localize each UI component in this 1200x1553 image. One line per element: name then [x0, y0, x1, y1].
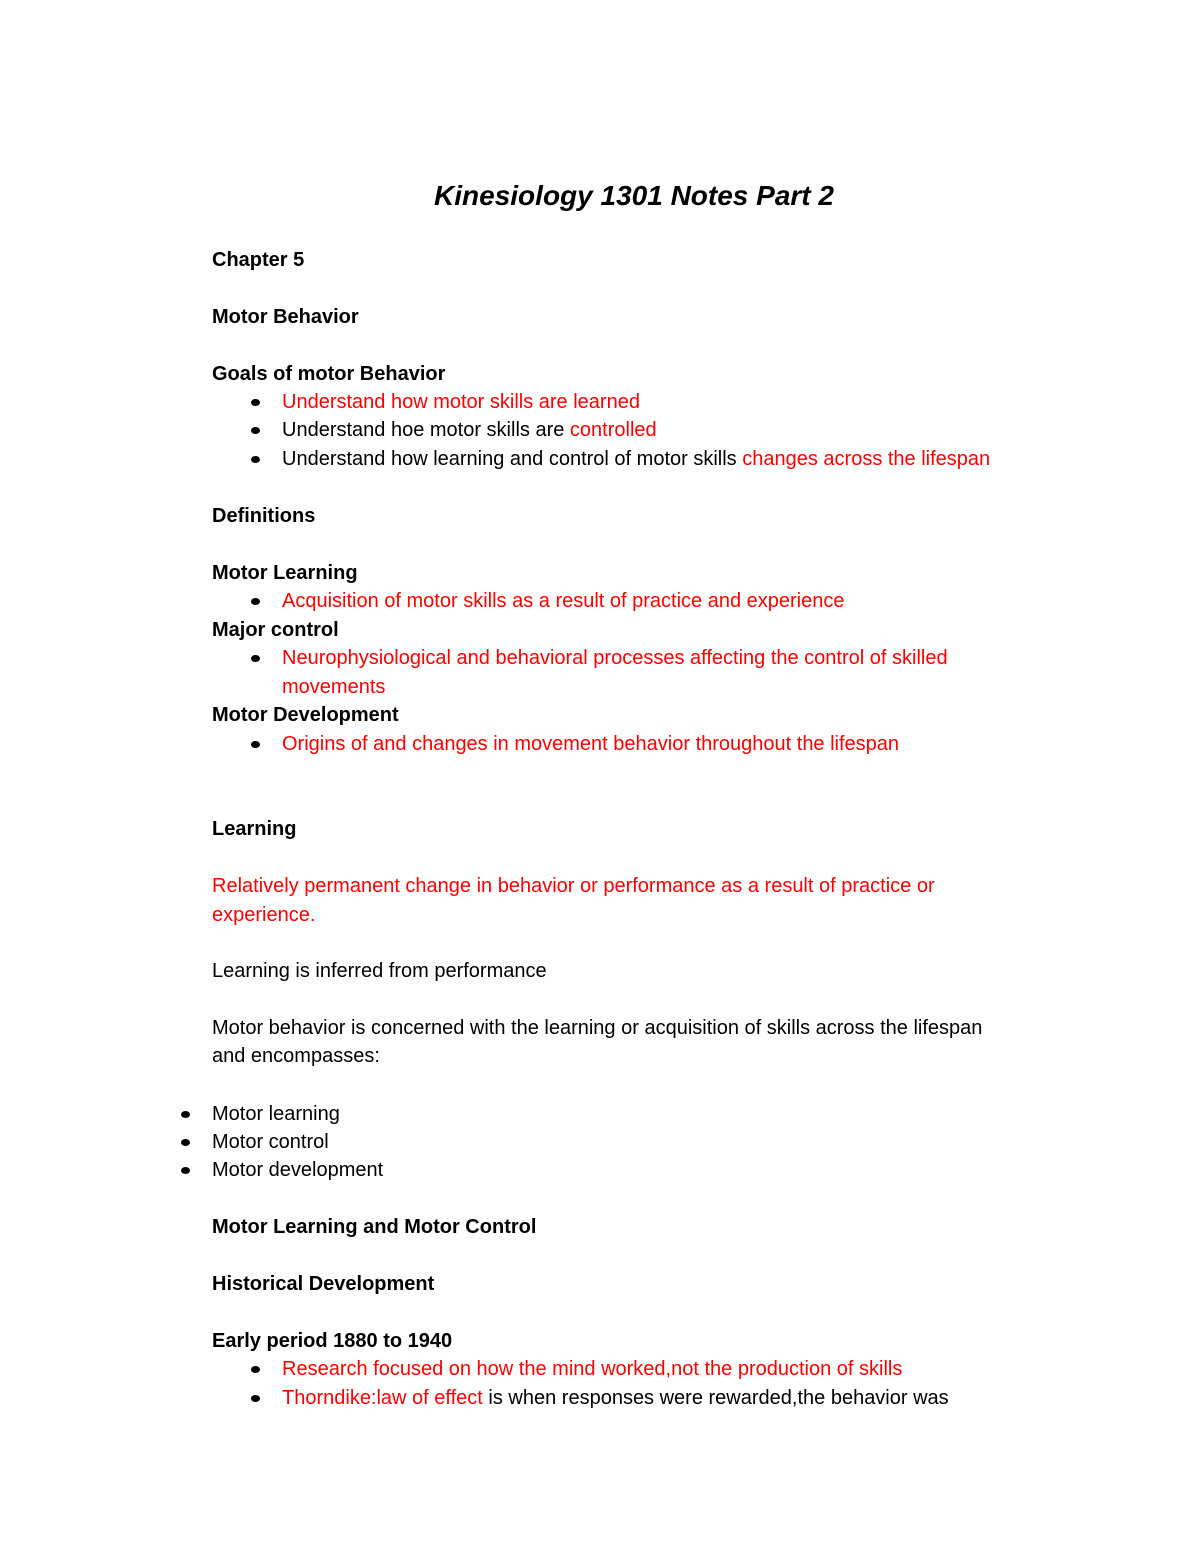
motor-development-definition: Origins of and changes in movement behavior throughout the lifespan — [282, 733, 900, 755]
mlmc-heading: Motor Learning and Motor Control — [212, 1216, 537, 1238]
learning-inferred-text: Learning is inferred from performance — [212, 960, 547, 982]
early-period-heading: Early period 1880 to 1940 — [212, 1330, 453, 1352]
major-control-definition: Neurophysiological and behavioral processes affecting the control of skilled — [282, 647, 948, 669]
encompasses-item-3: Motor development — [212, 1159, 384, 1181]
motor-behavior-heading: Motor Behavior — [212, 306, 359, 328]
goal-item-1: Understand how motor skills are learned — [282, 391, 640, 413]
encompasses-item-1: Motor learning — [212, 1103, 340, 1125]
page-title: Kinesiology 1301 Notes Part 2 — [434, 180, 834, 211]
motor-development-heading: Motor Development — [212, 704, 399, 726]
learning-heading: Learning — [212, 818, 297, 840]
early-period-item-2: Thorndike:law of effect is when responses were rewarded,the behavior was — [282, 1387, 949, 1409]
major-control-definition-cont: movements — [282, 676, 386, 698]
motor-learning-definition: Acquisition of motor skills as a result of practice and experience — [282, 590, 845, 612]
encompasses-item-2: Motor control — [212, 1131, 329, 1153]
motor-learning-heading: Motor Learning — [212, 562, 358, 584]
historical-heading: Historical Development — [212, 1273, 435, 1295]
goals-heading: Goals of motor Behavior — [212, 363, 446, 385]
learning-definition-line2: experience. — [212, 904, 316, 926]
definitions-heading: Definitions — [212, 505, 316, 527]
major-control-heading: Major control — [212, 619, 339, 641]
learning-definition-line1: Relatively permanent change in behavior or performance as a result of practice or — [212, 875, 935, 897]
motor-behavior-concern-line1: Motor behavior is concerned with the learning or acquisition of skills across the lifespan — [212, 1017, 983, 1039]
early-period-item-1: Research focused on how the mind worked,not the production of skills — [282, 1358, 903, 1380]
chapter-heading: Chapter 5 — [212, 249, 305, 271]
motor-behavior-concern-line2: and encompasses: — [212, 1045, 380, 1067]
goal-item-2: Understand hoe motor skills are controlled — [282, 419, 657, 441]
goal-item-3: Understand how learning and control of motor skills changes across the lifespan — [282, 448, 991, 470]
